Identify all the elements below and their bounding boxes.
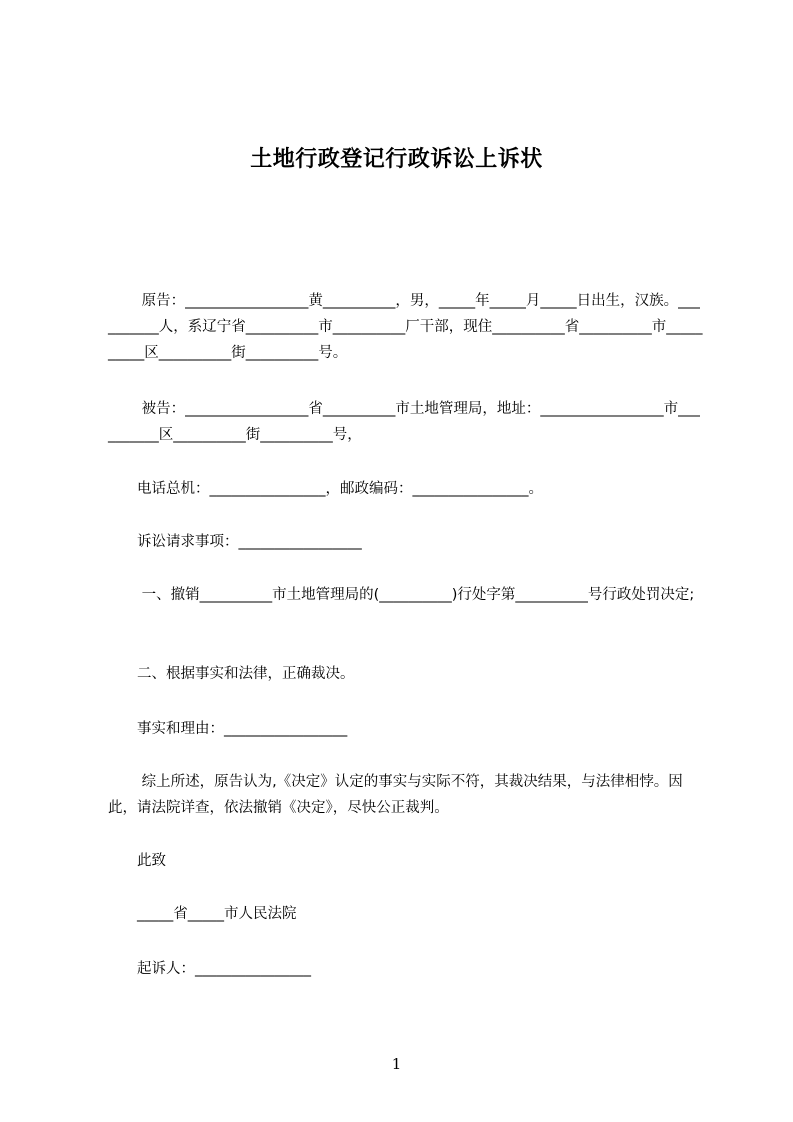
facts-reasons-paragraph: 事实和理由：_________________ [137,721,348,737]
court-paragraph: _____省_____市人民法院 [137,906,297,922]
claims-heading-paragraph: 诉讼请求事项：_________________ [137,534,362,550]
phone-postcode-paragraph: 电话总机：________________，邮政编码：________________。 [137,481,543,497]
signature-paragraph: 起诉人：________________ [137,961,311,977]
page-number: 1 [391,1055,402,1073]
document-title: 土地行政登记行政诉讼上诉状 [250,147,543,172]
salutation-paragraph: 此致 [137,853,166,869]
defendant-paragraph: 被告：_________________省__________市土地管理局，地址：_________________市__________区__________街__________号， [108,401,700,443]
plaintiff-paragraph: 原告：_________________黄__________，男，_____年_____月_____日出生，汉族。__________人，系辽宁省__________市__________厂干部，现住__________省__________市__________区__________街__________号。 [108,293,703,361]
claim-two-paragraph: 二、根据事实和法律，正确裁决。 [137,666,355,682]
claim-one-paragraph: 一、撤销__________市土地管理局的(__________)行处字第__________号行政处罚决定; [137,587,695,603]
summary-paragraph: 综上所述，原告认为,《决定》认定的事实与实际不符，其裁决结果，与法律相悖。因此，请法院详查，依法撤销《决定》，尽快公正裁判。 [108,774,683,816]
